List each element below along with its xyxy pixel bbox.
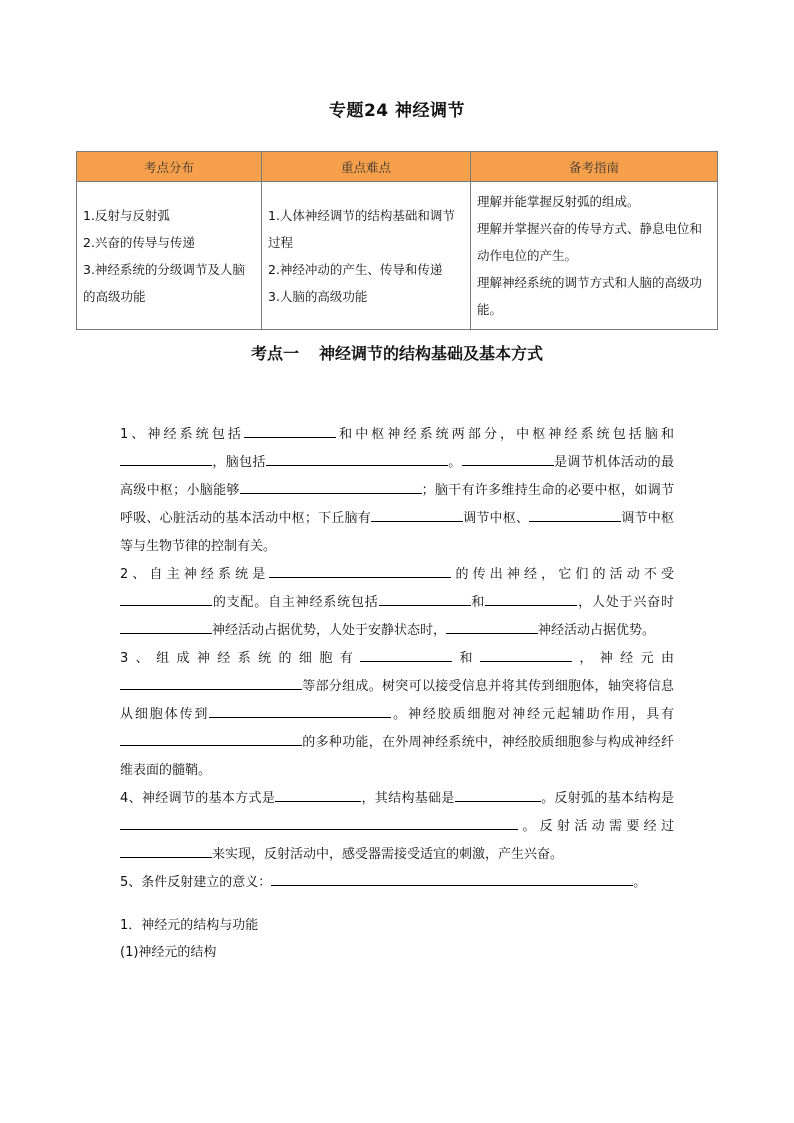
list-item: 理解并掌握兴奋的传导方式、静息电位和动作电位的产生。: [477, 221, 703, 263]
answer-blank[interactable]: [462, 451, 554, 466]
text-segment: 等部分组成。树突可以接受信息并将其传到细胞体，轴突将信息从细胞体传到: [120, 679, 674, 722]
text-segment: 神经活动占据优势。: [538, 623, 656, 638]
answer-blank[interactable]: [266, 451, 448, 466]
header-key-difficulties: 重点难点: [262, 152, 471, 182]
text-segment: 。: [447, 455, 462, 470]
text-segment: 神经活动占据优势，人处于安静状态时，: [212, 623, 447, 638]
list-item: 1.人体神经调节的结构基础和调节过程: [268, 207, 455, 250]
answer-blank[interactable]: [120, 731, 302, 746]
question-5: [120, 869, 674, 897]
text-segment: 。: [633, 875, 647, 890]
list-item: 理解并能掌握反射弧的组成。: [477, 194, 640, 209]
text-segment: 调节中枢、: [462, 511, 530, 526]
text-segment: 。反射活动需要经过: [518, 819, 674, 834]
header-exam-points: 考点分布: [77, 152, 262, 182]
text-segment: 1、神经系统包括: [120, 427, 245, 442]
text-segment: 和中枢神经系统两部分，中枢神经系统包括脑和: [336, 427, 674, 442]
list-item: 2.兴奋的传导与传递: [83, 234, 195, 250]
answer-blank[interactable]: [120, 843, 212, 858]
text-segment: 3、组成神经系统的细胞有: [120, 651, 361, 666]
answer-blank[interactable]: [120, 815, 518, 830]
answer-blank[interactable]: [120, 591, 212, 606]
section-heading: [0, 341, 794, 364]
text-segment: 来实现，反射活动中，感受器需接受适宜的刺激，产生兴奋。: [212, 847, 564, 862]
answer-blank[interactable]: [360, 647, 452, 662]
list-item: 3.神经系统的分级调节及人脑的高级功能: [83, 261, 245, 304]
text-segment: ，人处于兴奋时: [577, 595, 674, 610]
text-segment: 。反射弧的基本结构是: [540, 791, 674, 806]
table-header-row: [77, 152, 718, 182]
answer-blank[interactable]: [371, 507, 463, 522]
text-segment: 。神经胶质细胞对神经元起辅助作用，具有: [391, 707, 674, 722]
text-segment: 的支配。自主神经系统包括: [212, 595, 379, 610]
table-row: [77, 182, 718, 330]
answer-blank[interactable]: [120, 451, 212, 466]
question-1: [120, 421, 674, 561]
section-title: 神经调节的结构基础及基本方式: [319, 344, 544, 363]
subsection: [120, 912, 258, 966]
text-segment: 4、神经调节的基本方式是: [120, 791, 276, 806]
list-item: 1.反射与反射弧: [83, 207, 170, 223]
answer-blank[interactable]: [120, 619, 212, 634]
text-segment: 2、自主神经系统是: [120, 567, 270, 582]
section-number: 考点一: [250, 344, 299, 363]
list-item: 2.神经冲动的产生、传导和传递: [268, 261, 443, 277]
exam-points-cell: [77, 182, 262, 330]
guide-table: [76, 151, 718, 330]
text-segment: 和: [452, 651, 480, 666]
question-3: [120, 645, 674, 785]
answer-blank[interactable]: [120, 675, 302, 690]
key-difficulties-cell: [262, 182, 471, 330]
question-body: [120, 421, 674, 897]
text-segment: ；脑干有许多维持生命的必要中枢，如调节呼吸、心脏活动的基本活动中枢；下丘脑有: [120, 483, 674, 526]
answer-blank[interactable]: [269, 563, 451, 578]
answer-blank[interactable]: [379, 591, 471, 606]
study-guide-cell: [471, 182, 718, 330]
list-item: 理解神经系统的调节方式和人脑的高级功能。: [477, 275, 703, 317]
answer-blank[interactable]: [275, 787, 361, 802]
answer-blank[interactable]: [209, 703, 391, 718]
list-item: 3.人脑的高级功能: [268, 288, 368, 304]
question-4: [120, 785, 674, 869]
answer-blank[interactable]: [529, 507, 621, 522]
text-segment: 是调节机体活动的最高级中枢；小脑能够: [120, 455, 674, 498]
answer-blank[interactable]: [446, 619, 538, 634]
text-segment: 的传出神经，它们的活动不受: [451, 567, 674, 582]
answer-blank[interactable]: [485, 591, 577, 606]
text-segment: ，脑包括: [212, 455, 266, 470]
answer-blank[interactable]: [271, 871, 633, 886]
document-title: 专题24 神经调节: [328, 101, 466, 121]
text-segment: 和: [470, 595, 486, 610]
answer-blank[interactable]: [455, 787, 541, 802]
subsection-heading: 1．神经元的结构与功能: [120, 918, 259, 933]
text-segment: ，神经元由: [571, 651, 674, 666]
question-2: [120, 561, 674, 645]
text-segment: 5、条件反射建立的意义：: [120, 875, 272, 890]
subsection-subheading: (1)神经元的结构: [120, 945, 217, 960]
text-segment: 的多种功能，在外周神经系统中，神经胶质细胞参与构成神经纤维表面的髓鞘。: [120, 735, 674, 778]
answer-blank[interactable]: [240, 479, 422, 494]
header-study-guide: 备考指南: [471, 152, 718, 182]
answer-blank[interactable]: [244, 423, 336, 438]
text-segment: ，其结构基础是: [361, 791, 455, 806]
text-segment: 调节中枢等与生物节律的控制有关。: [120, 511, 674, 554]
answer-blank[interactable]: [480, 647, 572, 662]
